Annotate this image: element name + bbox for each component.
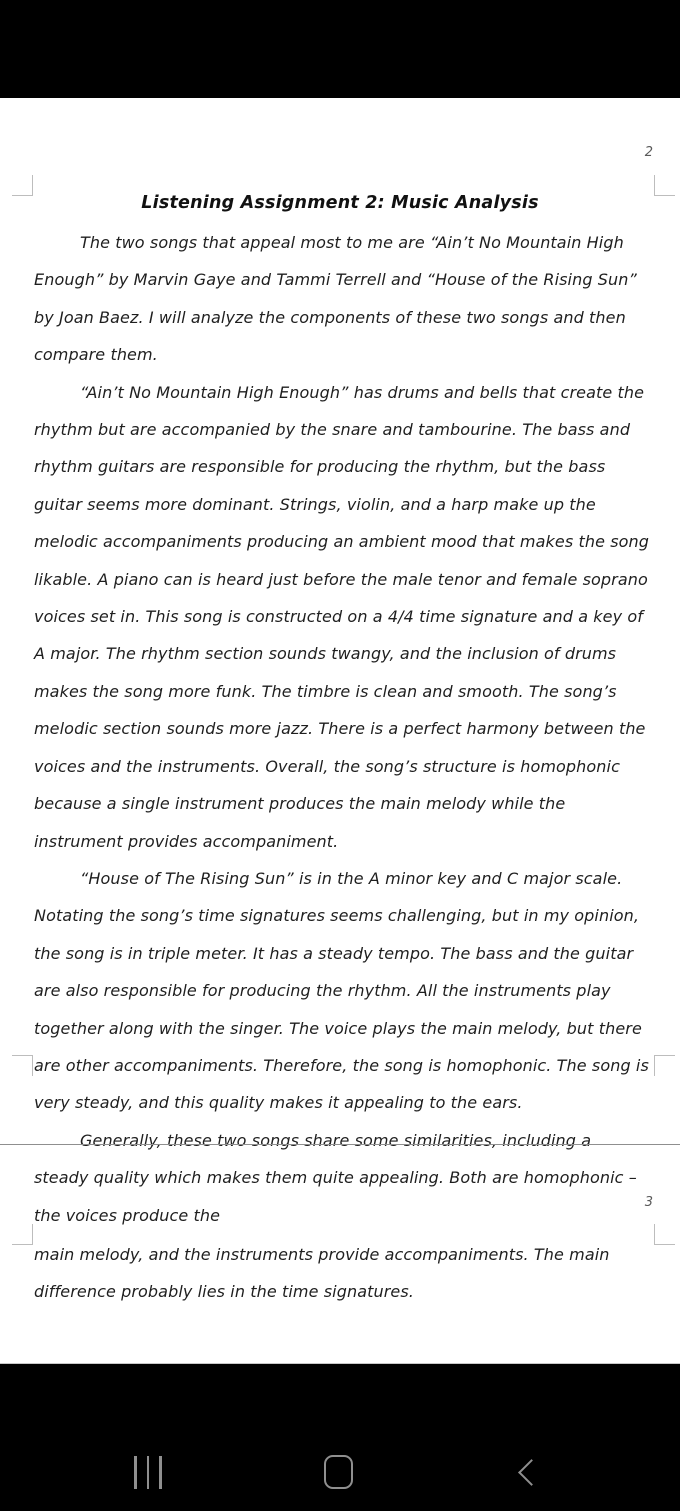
recent-apps-button[interactable] — [128, 1452, 168, 1492]
page-number: 3 — [644, 1195, 653, 1210]
paragraph: Generally, these two songs share some similarities, including a steady quality which makes them quite appealing. Both are homophonic – the voices produce the — [34, 1130, 637, 1225]
home-icon — [324, 1455, 353, 1489]
back-button[interactable] — [508, 1452, 548, 1492]
paragraph: main melody, and the instruments provide accompaniments. The main difference probably lies in the time signatures. — [34, 1245, 610, 1302]
status-bar — [0, 0, 680, 98]
recent-apps-icon — [134, 1456, 162, 1489]
document-viewport[interactable] — [0, 98, 680, 1364]
page-3-body — [34, 1236, 650, 1311]
margin-corner-mark-icon — [12, 1055, 33, 1076]
home-button[interactable] — [318, 1452, 358, 1492]
paragraph: The two songs that appeal most to me are “Ain’t No Mountain High Enough” by Marvin Gaye and Tammi Terrell and “House of the Rising Sun” by Joan Baez. I will analyze the components of these two songs and then compare them. — [34, 233, 637, 365]
android-navigation-bar — [0, 1364, 680, 1511]
paragraph: “House of The Rising Sun” is in the A minor key and C major scale. Notating the song’s time signatures seems challenging, but in my opinion, the song is in triple meter. It has a steady tempo. The bass and the guitar are also responsible for producing the rhythm. All the instruments play together along with the singer. The voice plays the main melody, but there are other accompaniments. Therefore, the song is homophonic. The song is very steady, and this quality makes it appealing to the ears. — [34, 868, 649, 1113]
page-2-body — [34, 224, 650, 1234]
document-title: Listening Assignment 2: Music Analysis — [141, 193, 539, 213]
margin-corner-mark-icon — [654, 1055, 675, 1076]
back-icon — [518, 1459, 545, 1486]
margin-corner-mark-icon — [12, 1224, 33, 1245]
page-number: 2 — [644, 145, 653, 160]
page-break-divider — [0, 1144, 680, 1145]
paragraph: “Ain’t No Mountain High Enough” has drums and bells that create the rhythm but are accompanied by the snare and tambourine. The bass and rhythm guitars are responsible for producing the rhythm, but the bass guitar seems more dominant. Strings, violin, and a harp make up the melodic accompaniments producing an ambient mood that makes the song likable. A piano can is heard just before the male tenor and female soprano voices set in. This song is constructed on a 4/4 time signature and a key of A major. The rhythm section sounds twangy, and the inclusion of drums makes the song more funk. The timbre is clean and smooth. The song’s melodic section sounds more jazz. There is a perfect harmony between the voices and the instruments. Overall, the song’s structure is homophonic because a single instrument produces the main melody while the instrument provides accompaniment. — [34, 382, 650, 851]
margin-corner-mark-icon — [654, 1224, 675, 1245]
